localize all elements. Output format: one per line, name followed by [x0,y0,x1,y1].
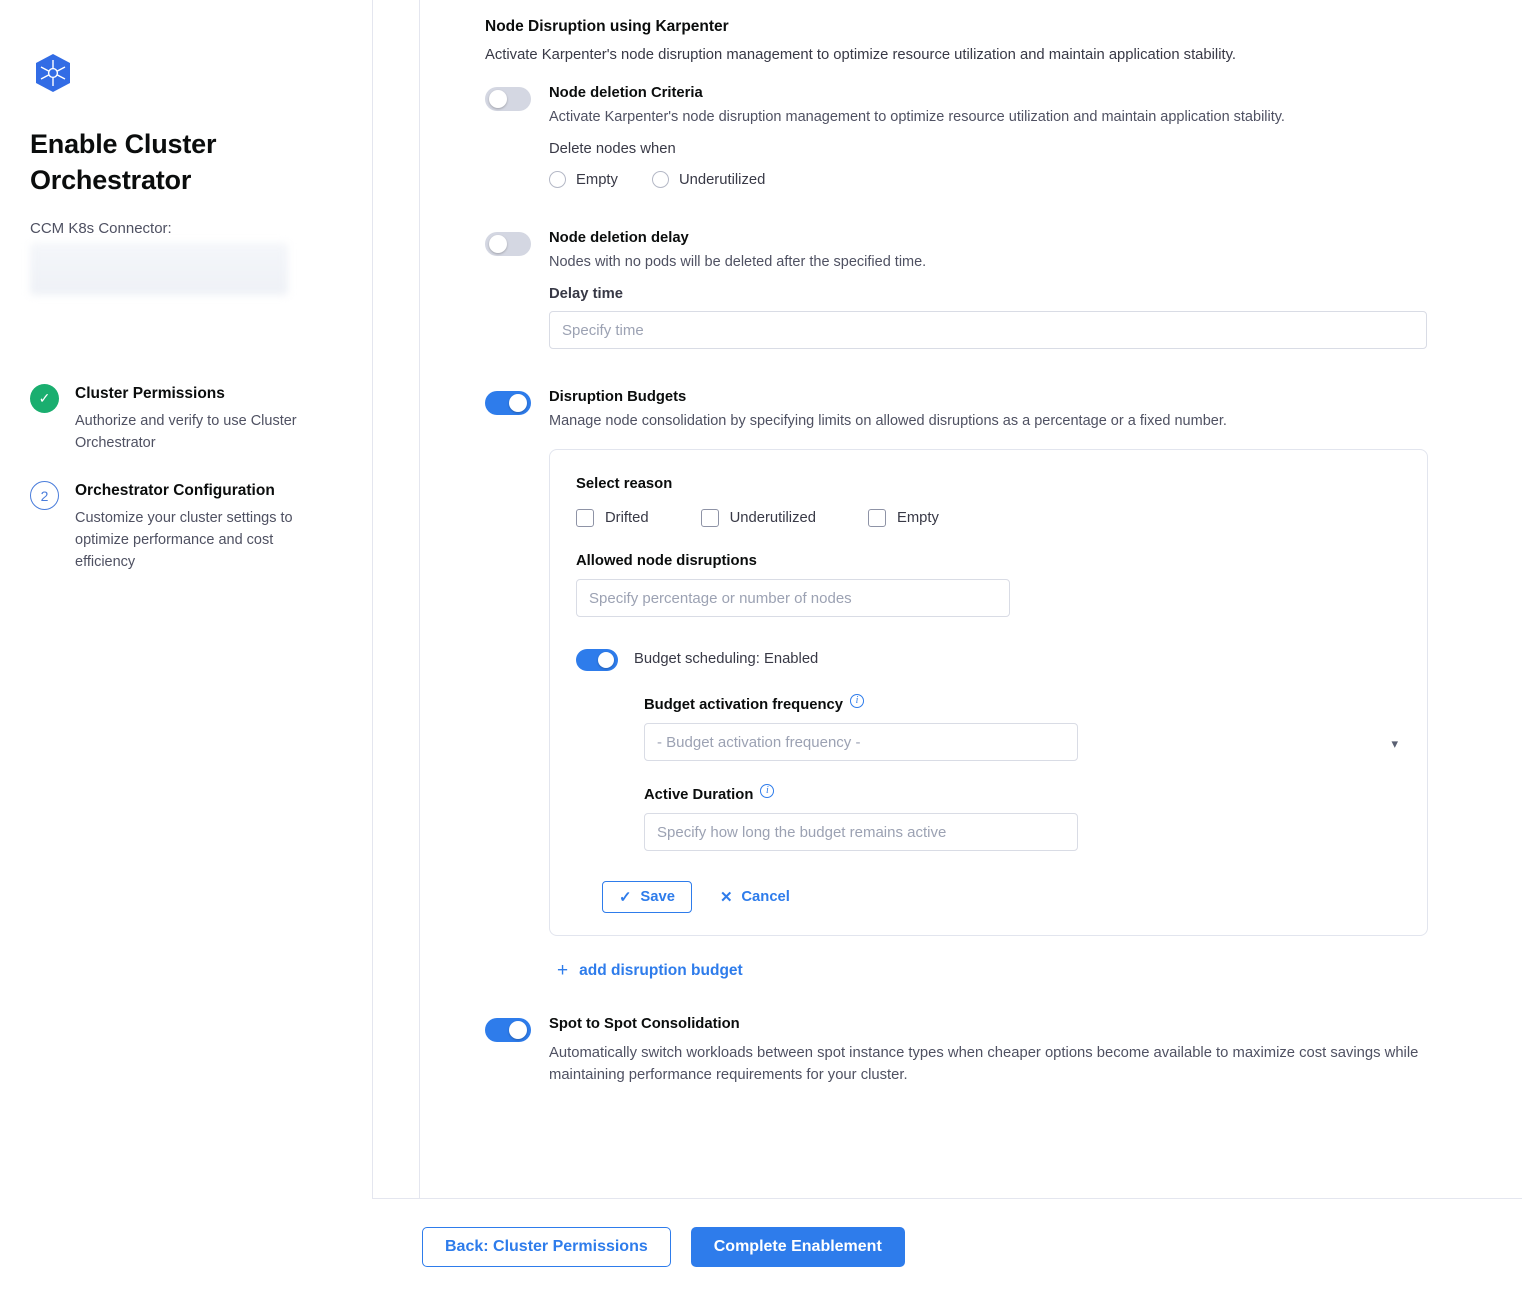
toggle-knob [489,90,507,108]
spot-consolidation-row [485,1016,1428,1086]
add-disruption-budget-label: add disruption budget [579,962,743,979]
info-icon[interactable]: i [850,694,864,708]
wizard-sidebar [0,0,372,1294]
node-deletion-criteria-description: Activate Karpenter's node disruption management to optimize resource utilization and maintain application stability. [549,109,1285,125]
disruption-budget-card [549,449,1428,936]
cancel-button[interactable] [720,889,790,906]
budget-activation-frequency-label: Budget activation frequency [644,697,843,713]
step-marker-number: 2 [30,481,59,510]
reason-checkbox-group [576,509,1401,527]
checkbox-empty[interactable] [868,509,939,527]
disruption-budgets-description: Manage node consolidation by specifying limits on allowed disruptions as a percentage or a fixed number. [549,413,1227,429]
node-deletion-delay-label: Node deletion delay [549,230,689,246]
checkbox-label: Drifted [605,510,649,526]
node-deletion-delay-toggle[interactable] [485,232,531,256]
active-duration-label: Active Duration [644,787,754,803]
radio-option-empty[interactable] [549,171,618,188]
configuration-form [373,0,1522,1196]
page-title: Enable Cluster Orchestrator [30,129,217,195]
active-duration-input[interactable] [644,813,1078,851]
add-disruption-budget-button[interactable] [557,962,1428,980]
spot-consolidation-label: Spot to Spot Consolidation [549,1016,740,1032]
delay-time-input[interactable] [549,311,1427,349]
chevron-down-icon[interactable]: ▾ [1391,736,1398,751]
section-subtitle: Activate Karpenter's node disruption management to optimize resource utilization and maintain application stability. [485,47,1237,63]
connector-value [30,243,288,295]
step-title: Cluster Permissions [75,385,225,402]
toggle-knob [598,652,614,668]
node-deletion-criteria-row [485,85,1428,188]
section-title: Node Disruption using Karpenter [485,18,729,35]
step-marker-done-icon: ✓ [30,384,59,413]
budget-scheduling-row [576,647,1401,671]
node-deletion-criteria-label: Node deletion Criteria [549,85,703,101]
step-description: Customize your cluster settings to optimize performance and cost efficiency [75,510,293,570]
cancel-button-label: Cancel [741,889,790,905]
checkbox-drifted[interactable] [576,509,649,527]
budget-scheduling-fields [644,697,1401,851]
allowed-node-disruptions-input[interactable] [576,579,1010,617]
radio-label: Empty [576,171,618,188]
sidebar-step-orchestrator-configuration[interactable] [30,480,342,573]
radio-icon [549,171,566,188]
radio-label: Underutilized [678,171,766,188]
budget-activation-frequency-select-wrap [644,723,1398,761]
node-deletion-delay-row [485,230,1428,349]
checkbox-label: Underutilized [729,510,816,526]
budget-activation-frequency-label-row [644,697,1401,713]
save-button[interactable] [602,881,692,913]
radio-icon [652,171,669,188]
allowed-node-disruptions-label: Allowed node disruptions [576,553,757,569]
node-deletion-delay-description: Nodes with no pods will be deleted after the specified time. [549,254,927,270]
toggle-knob [489,235,507,253]
budget-activation-frequency-select[interactable] [644,723,1078,761]
check-icon: ✓ [619,889,632,906]
step-title: Orchestrator Configuration [75,482,275,499]
active-duration-label-row [644,787,1401,803]
budget-card-actions [602,881,1401,913]
kubernetes-icon [30,52,76,98]
plus-icon: + [557,960,569,981]
back-button[interactable]: Back: Cluster Permissions [422,1227,671,1267]
budget-scheduling-toggle[interactable] [576,649,618,671]
checkbox-icon [576,509,594,527]
delay-time-label: Delay time [549,286,624,302]
checkbox-label: Empty [896,510,939,526]
wizard-steps [30,383,342,573]
complete-enablement-button[interactable]: Complete Enablement [691,1227,905,1267]
connector-label: CCM K8s Connector: [30,220,172,237]
radio-option-underutilized[interactable] [652,171,765,188]
close-icon: ✕ [719,889,733,906]
spot-consolidation-description: Automatically switch workloads between spot instance types when cheaper options become available to maximize cost savings while maintaining performance requirements for your cluster. [549,1045,1419,1083]
save-button-label: Save [640,889,675,905]
toggle-knob [509,1021,527,1039]
disruption-budgets-row [485,389,1428,936]
spot-consolidation-toggle[interactable] [485,1018,531,1042]
step-description: Authorize and verify to use Cluster Orchestrator [75,413,297,451]
sidebar-step-cluster-permissions[interactable] [30,383,342,454]
node-deletion-criteria-toggle[interactable] [485,87,531,111]
panel-divider [419,0,420,1294]
disruption-budgets-label: Disruption Budgets [549,389,687,405]
info-icon[interactable]: i [760,784,774,798]
select-reason-label: Select reason [576,476,673,492]
checkbox-underutilized[interactable] [701,509,816,527]
wizard-footer [372,1198,1522,1294]
delete-nodes-when-label: Delete nodes when [549,141,676,157]
toggle-knob [509,394,527,412]
delete-nodes-when-radio-group [549,171,1428,188]
checkbox-icon [701,509,719,527]
main-panel [372,0,1522,1294]
budget-scheduling-label: Budget scheduling: Enabled [634,651,819,667]
disruption-budgets-toggle[interactable] [485,391,531,415]
checkbox-icon [868,509,886,527]
